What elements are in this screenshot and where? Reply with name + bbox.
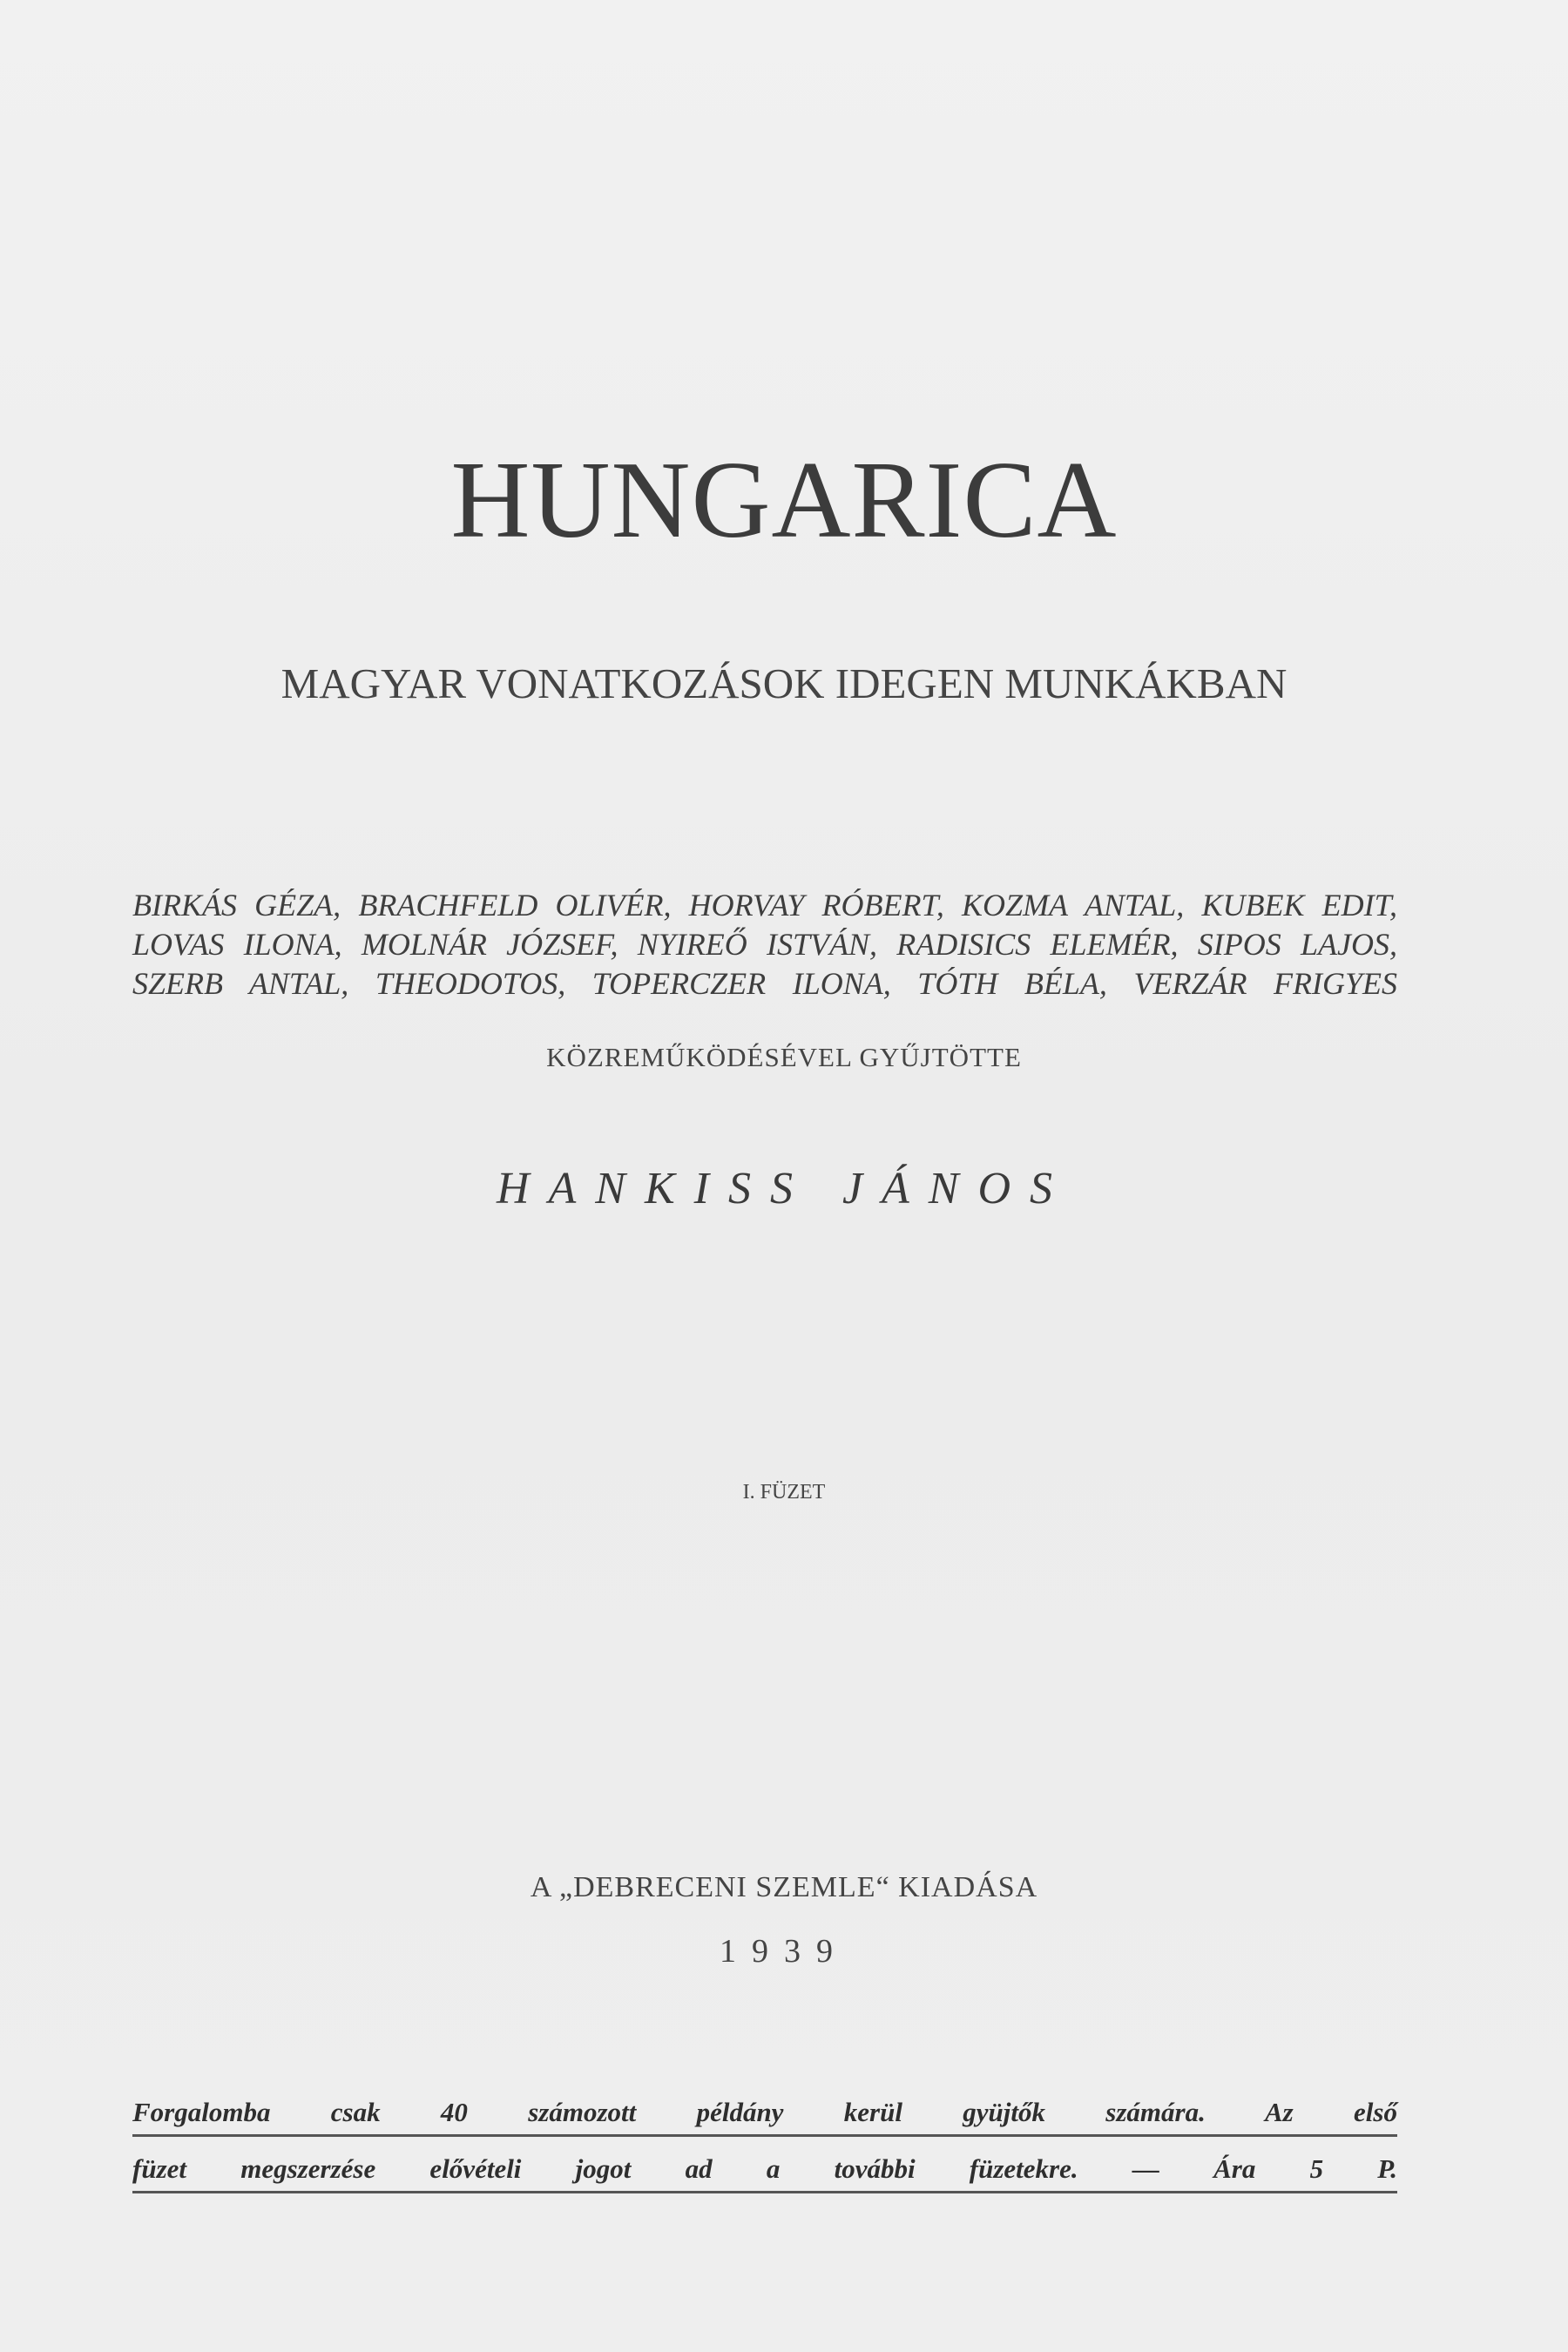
notice-line: Forgalomba csak 40 számozott példány kerül gyüjtők számára. Az első	[132, 2091, 1397, 2137]
cooperation-note: KÖZREMŰKÖDÉSÉVEL GYŰJTÖTTE	[546, 1042, 1022, 1072]
publisher-line: A „DEBRECENI SZEMLE“ KIADÁSA	[530, 1871, 1038, 1903]
book-subtitle: MAGYAR VONATKOZÁSOK IDEGEN MUNKÁKBAN	[280, 659, 1288, 707]
notice-line: füzet megszerzése elővételi jogot ad a további füzetekre. — Ára 5 P.	[132, 2147, 1397, 2193]
author-name: HANKISS JÁNOS	[496, 1164, 1072, 1213]
contributors-list	[132, 886, 1397, 1004]
book-title: HUNGARICA	[450, 440, 1118, 561]
contributors-line: SZERB ANTAL, THEODOTOS, TOPERCZER ILONA, TÓTH BÉLA, VERZÁR FRIGYES	[132, 966, 1397, 1001]
publication-year: 1939	[720, 1933, 848, 1970]
contributors-line: BIRKÁS GÉZA, BRACHFELD OLIVÉR, HORVAY RÓBERT, KOZMA ANTAL, KUBEK EDIT,	[132, 888, 1397, 923]
issue-label: I. FÜZET	[742, 1481, 826, 1504]
contributors-line: LOVAS ILONA, MOLNÁR JÓZSEF, NYIREŐ ISTVÁN, RADISICS ELEMÉR, SIPOS LAJOS,	[132, 927, 1397, 962]
edition-notice	[132, 2091, 1397, 2204]
